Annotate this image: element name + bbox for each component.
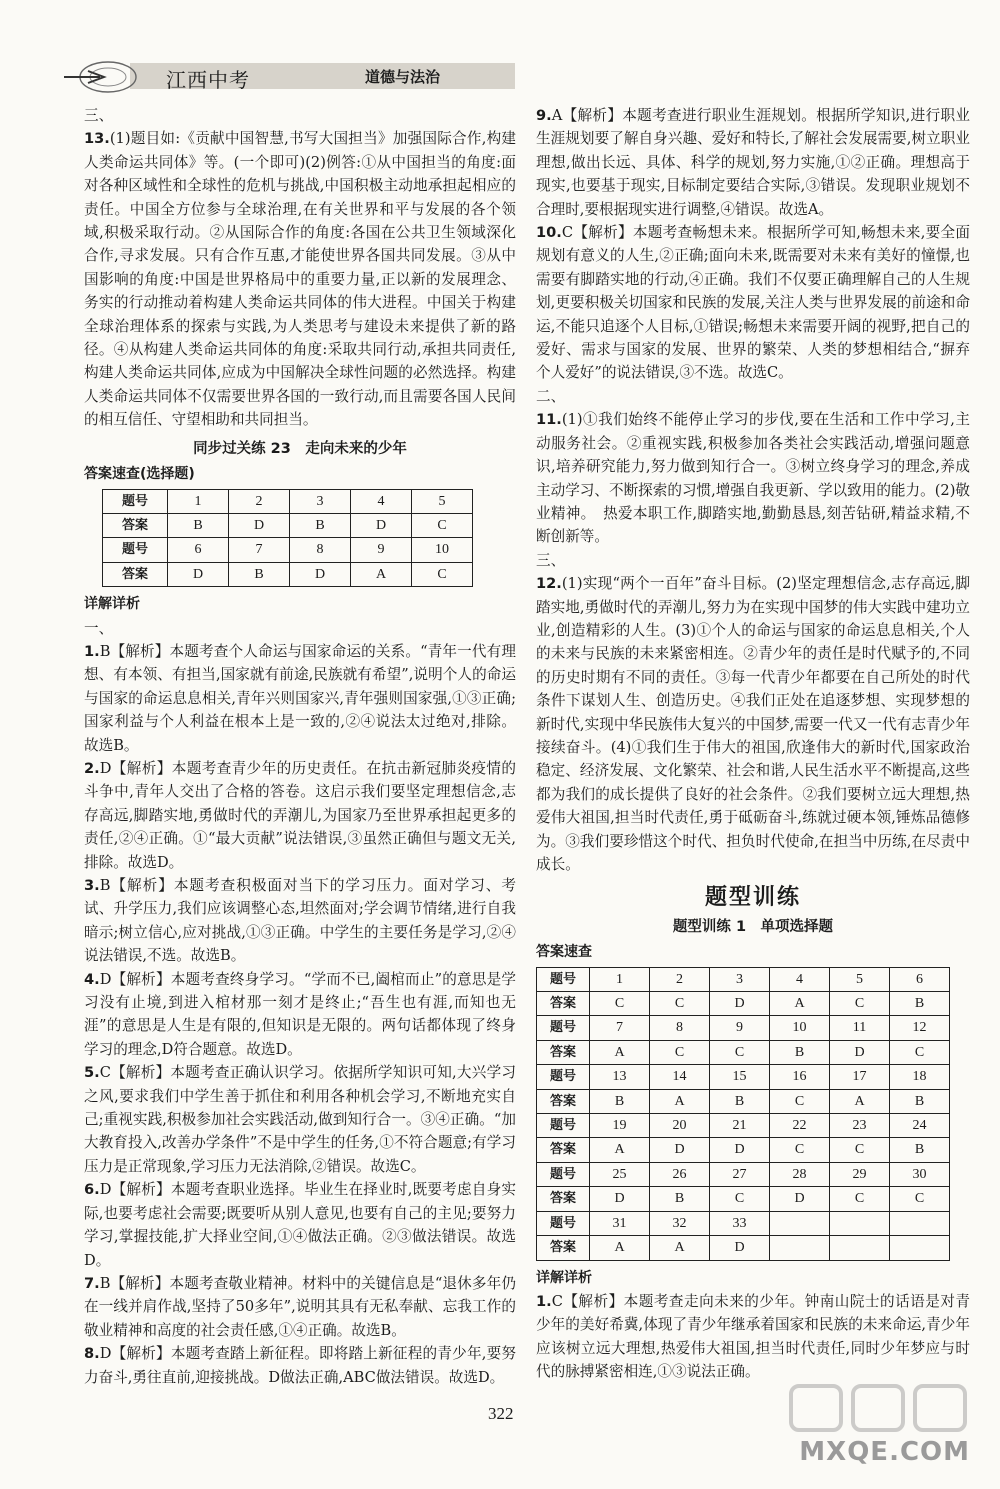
table-row-label: 答案	[537, 1089, 590, 1113]
table-row-label: 题号	[537, 967, 590, 991]
table-cell: D	[830, 1040, 890, 1064]
table-cell: 21	[710, 1114, 770, 1138]
table-cell: 4	[351, 489, 412, 513]
table-cell: C	[412, 562, 473, 586]
table-cell: D	[229, 513, 290, 537]
table-cell: B	[290, 513, 351, 537]
item-number: 9.	[536, 107, 552, 124]
item-number: 10.	[536, 224, 562, 242]
table-cell: B	[710, 1089, 770, 1113]
table-row	[103, 562, 473, 586]
table-cell: D	[710, 1236, 770, 1260]
section-label: 三、	[84, 107, 114, 124]
item-text: D【解析】本题考查踏上新征程。即将踏上新征程的青少年,要努力奋斗,勇往直前,迎接挑战。D做法正确,ABC做法错误。故选D。	[84, 1345, 516, 1386]
answer-item	[84, 874, 516, 968]
table-cell: 28	[770, 1162, 830, 1186]
section-label: 二、	[536, 387, 566, 405]
detail-label: 详解详析	[536, 1269, 592, 1286]
question-text: (1)实现“两个一百年”奋斗目标。(2)坚定理想信念,志存高远,脚踏实地,勇做时代的弄潮儿,努力为在实现中国梦的伟大实践中建功立业,创造精彩的人生。(3)①个人的命运与国家的命运息息相关,个人的未来与民族的未来紧密相连。②青少年的责任是时代赋予的,不同的历史时期有不同的责任。③每一代青少年都要在自己所处的时代条件下谋划人生、创造历史。④我们正处在追逐梦想、实现梦想的新时代,实现中华民族伟大复兴的中国梦,需要一代又一代有志青少年接续奋斗。(4)①我们生于伟大的祖国,欣逢伟大的新时代,国家政治稳定、经济发展、文化繁荣、社会和谐,人民生活水平不断提高,这些都为我们的成长提供了良好的社会条件。②我们要树立远大理想,热爱伟大祖国,担当时代责任,勇于砥砺奋斗,练就过硬本领,锤炼品德修为。③我们要珍惜这个时代、担负时代使命,在担当中历练,在尽责中成长。	[536, 575, 970, 873]
table-cell: 15	[710, 1065, 770, 1089]
table-cell: 23	[830, 1114, 890, 1138]
item-number: 6.	[84, 1181, 100, 1199]
table-cell: 7	[590, 1016, 650, 1040]
table-cell: 7	[229, 538, 290, 562]
answer-item	[84, 1061, 516, 1178]
table-row	[537, 1016, 950, 1040]
question-number: 11.	[536, 411, 562, 429]
table-cell: 10	[770, 1016, 830, 1040]
item-number: 2.	[84, 759, 100, 777]
answer-item	[536, 221, 970, 385]
table-row-label: 答案	[537, 992, 590, 1016]
table-cell: 32	[650, 1211, 710, 1235]
table-row-label: 答案	[537, 1138, 590, 1162]
table-cell: D	[351, 513, 412, 537]
answer-item	[84, 640, 516, 757]
table-row-label: 答案	[537, 1040, 590, 1064]
table-cell: C	[830, 992, 890, 1016]
item-number: 5.	[84, 1064, 100, 1082]
table-cell: B	[229, 562, 290, 586]
table-row	[103, 513, 473, 537]
table-cell: C	[650, 1040, 710, 1064]
item-number: 1.	[84, 642, 100, 660]
item-text: D【解析】本题考查职业选择。毕业生在择业时,既要考虑自身实际,也要考虑社会需要;既要听从别人意见,也要有自己的主见;要努力学习,掌握技能,扩大择业空间,①④做法正确。②③做法错误。故选D。	[84, 1181, 516, 1269]
table-cell: B	[590, 1089, 650, 1113]
table-cell: 2	[229, 489, 290, 513]
question-number: 12.	[536, 575, 562, 593]
table-cell: A	[650, 1089, 710, 1113]
item-text: B【解析】本题考查敬业精神。材料中的关键信息是“退休多年仍在一线并肩作战,坚持了50多年”,说明其具有无私奉献、忘我工作的敬业精神和高度的社会责任感,①④正确。故选B。	[84, 1274, 516, 1339]
table-row-label: 答案	[103, 513, 168, 537]
table-row	[537, 1040, 950, 1064]
table-cell: D	[770, 1187, 830, 1211]
table-cell: 14	[650, 1065, 710, 1089]
table-cell: 16	[770, 1065, 830, 1089]
table-cell	[890, 1211, 950, 1235]
right-column	[536, 104, 970, 1384]
table-row-label: 题号	[537, 1016, 590, 1040]
table-row	[537, 967, 950, 991]
table-cell: 5	[412, 489, 473, 513]
table-cell: 13	[590, 1065, 650, 1089]
watermark-text: MXQE.COM	[799, 1437, 970, 1467]
table-row-label: 答案	[537, 1187, 590, 1211]
table-cell	[770, 1236, 830, 1260]
table-row-label: 题号	[537, 1114, 590, 1138]
answer-item	[84, 1178, 516, 1272]
table-cell: 11	[830, 1016, 890, 1040]
question-12	[536, 572, 970, 876]
table-cell: A	[650, 1236, 710, 1260]
table-row	[537, 1211, 950, 1235]
table-cell: 26	[650, 1162, 710, 1186]
table-cell: 2	[650, 967, 710, 991]
question-text: (1)①我们始终不能停止学习的步伐,要在生活和工作中学习,主动服务社会。②重视实践,积极参加各类社会实践活动,增强问题意识,培养研究能力,努力做到知行合一。③树立终身学习的理念,养成主动学习、不断探索的习惯,增强自我更新、学以致用的能力。(2)敬业精神。 热爱本职工作,脚踏实地,勤勤恳恳,刻苦钻研,精益求精,不断创新等。	[536, 411, 970, 546]
item-number: 4.	[84, 970, 100, 988]
table-cell: B	[770, 1040, 830, 1064]
item-number: 3.	[84, 877, 100, 894]
table-cell: C	[770, 1138, 830, 1162]
quick-answer-label: 答案速查	[536, 944, 592, 961]
table-cell: 12	[890, 1016, 950, 1040]
table-cell: B	[890, 1089, 950, 1113]
table-row	[537, 1236, 950, 1260]
table-cell: C	[412, 513, 473, 537]
table-cell: C	[770, 1089, 830, 1113]
table-cell: 22	[770, 1114, 830, 1138]
table-row-label: 题号	[537, 1162, 590, 1186]
answer-table	[102, 489, 473, 588]
item-text: D【解析】本题考查终身学习。“学而不已,阖棺而止”的意思是学习没有止境,到进入棺材那一刻才是终止;“吾生也有涯,而知也无涯”的意思是人生是有限的,但知识是无限的。两句话都体现了终身学习的理念,D符合题意。故选D。	[84, 970, 516, 1058]
question-13	[84, 127, 516, 431]
table-cell: D	[710, 992, 770, 1016]
page-header	[60, 58, 515, 96]
table-row-label: 题号	[537, 1211, 590, 1235]
table-cell: 1	[168, 489, 229, 513]
table-cell: C	[830, 1187, 890, 1211]
table-row	[537, 1114, 950, 1138]
item-text: C【解析】本题考查正确认识学习。依据所学知识可知,大兴学习之风,要求我们中学生善于抓住和利用各种机会学习,不断地充实自己;重视实践,积极参加社会实践活动,做到知行合一。③④正确。“加大教育投入,改善办学条件”不是中学生的任务,①不符合题意;有学习压力是正常现象,学习压力无法消除,②错误。故选C。	[84, 1064, 516, 1175]
section-title: 题型训练 1 单项选择题	[672, 918, 834, 935]
chapter-title: 题型训练	[704, 885, 801, 911]
item-text: C【解析】本题考查畅想未来。根据所学可知,畅想未来,要全面规划有意义的人生,②正确;面向未来,既需要对未来有美好的憧憬,也需要有脚踏实地的行动,④正确。我们不仅要正确理解自己的人生规划,更要积极关切国家和民族的发展,关注人类与世界发展的前途和命运,不能只追逐个人目标,①错误;畅想未来需要开阔的视野,把自己的爱好、需求与国家的发展、世界的繁荣、人类的梦想相结合,“摒弃个人爱好”的说法错误,③不选。故选C。	[536, 224, 970, 382]
table-row	[103, 538, 473, 562]
table-cell: 3	[290, 489, 351, 513]
answer-item	[84, 757, 516, 874]
table-row	[537, 992, 950, 1016]
table-cell: A	[590, 1040, 650, 1064]
table-cell: D	[590, 1187, 650, 1211]
table-cell	[830, 1236, 890, 1260]
table-cell: D	[168, 562, 229, 586]
table-cell: 19	[590, 1114, 650, 1138]
table-cell: C	[590, 992, 650, 1016]
item-number: 1.	[536, 1292, 552, 1310]
detail-label: 详解详析	[84, 596, 140, 613]
answer-table	[536, 967, 950, 1261]
header-logo-icon	[60, 60, 144, 94]
table-cell: A	[590, 1138, 650, 1162]
table-cell: B	[650, 1187, 710, 1211]
table-row-label: 答案	[103, 562, 168, 586]
table-cell: A	[351, 562, 412, 586]
table-cell: 8	[650, 1016, 710, 1040]
table-cell: C	[650, 992, 710, 1016]
table-cell: 8	[290, 538, 351, 562]
table-cell: B	[890, 992, 950, 1016]
page-number: 322	[488, 1404, 514, 1423]
table-cell: 6	[890, 967, 950, 991]
left-column	[84, 104, 516, 1389]
table-cell: 9	[351, 538, 412, 562]
table-cell	[890, 1236, 950, 1260]
table-cell	[770, 1211, 830, 1235]
table-cell: 24	[890, 1114, 950, 1138]
item-text: D【解析】本题考查青少年的历史责任。在抗击新冠肺炎疫情的斗争中,青年人交出了合格的答卷。这启示我们要坚定理想信念,志存高远,脚踏实地,勇做时代的弄潮儿,为国家乃至世界承担起更多的责任,②④正确。①“最大贡献”说法错误,③虽然正确但与题文无关,排除。故选D。	[84, 759, 516, 871]
item-number: 7.	[84, 1274, 100, 1292]
table-cell: 10	[412, 538, 473, 562]
table-cell: C	[830, 1138, 890, 1162]
table-cell: D	[710, 1138, 770, 1162]
table-cell: 25	[590, 1162, 650, 1186]
table-cell: C	[890, 1040, 950, 1064]
table-cell: 29	[830, 1162, 890, 1186]
table-cell: A	[590, 1236, 650, 1260]
table-cell: D	[290, 562, 351, 586]
item-text: B【解析】本题考查个人命运与国家命运的关系。“青年一代有理想、有本领、有担当,国家就有前途,民族就有希望”,说明个人的命运与国家的命运息息相关,青年兴则国家兴,青年强则国家强,①③正确;国家利益与个人利益在根本上是一致的,②④说法太过绝对,排除。故选B。	[84, 642, 516, 754]
item-number: 8.	[84, 1345, 100, 1363]
table-row	[103, 489, 473, 513]
answer-item	[536, 104, 970, 221]
section-label: 三、	[536, 551, 566, 569]
table-cell: D	[650, 1138, 710, 1162]
question-11	[536, 408, 970, 548]
table-row-label: 题号	[103, 489, 168, 513]
quick-answer-label: 答案速查(选择题)	[84, 466, 195, 483]
table-cell: B	[168, 513, 229, 537]
table-cell	[830, 1211, 890, 1235]
table-row-label: 答案	[537, 1236, 590, 1260]
table-row	[537, 1187, 950, 1211]
table-cell: C	[710, 1187, 770, 1211]
table-cell: 5	[830, 967, 890, 991]
table-cell: 17	[830, 1065, 890, 1089]
header-subject: 道德与法治	[365, 68, 441, 86]
table-cell: 30	[890, 1162, 950, 1186]
table-row-label: 题号	[537, 1065, 590, 1089]
table-cell: C	[890, 1187, 950, 1211]
item-text: C【解析】本题考查走向未来的少年。钟南山院士的话语是对青少年的美好希冀,体现了青少年继承着国家和民族的未来命运,青少年应该树立远大理想,热爱伟大祖国,担当时代责任,同时少年梦应与时代的脉搏紧密相连,①③说法正确。	[536, 1292, 970, 1381]
table-cell: 1	[590, 967, 650, 991]
answer-item	[84, 1342, 516, 1389]
table-cell: 33	[710, 1211, 770, 1235]
table-cell: A	[770, 992, 830, 1016]
item-text: B【解析】本题考查积极面对当下的学习压力。面对学习、考试、升学压力,我们应该调整心态,坦然面对;学会调节情绪,进行自我暗示;树立信心,应对挑战,①③正确。中学生的主要任务是学习,②④说法错误,不选。故选B。	[84, 877, 516, 965]
table-cell: 3	[710, 967, 770, 991]
table-row-label: 题号	[103, 538, 168, 562]
table-row	[537, 1162, 950, 1186]
table-cell: 27	[710, 1162, 770, 1186]
table-cell: 9	[710, 1016, 770, 1040]
table-cell: C	[710, 1040, 770, 1064]
section-label: 一、	[84, 619, 114, 637]
answer-item	[84, 968, 516, 1062]
answer-item	[84, 1272, 516, 1342]
table-cell: 18	[890, 1065, 950, 1089]
answer-item	[536, 1290, 970, 1384]
question-text: (1)题目如:《贡献中国智慧,书写大国担当》加强国际合作,构建人类命运共同体》等。(一个即可)(2)例答:①从中国担当的角度:面对各种区域性和全球性的危机与挑战,中国积极主动地承担起相应的责任。中国全方位参与全球治理,在有关世界和平与发展的各个领域,积极采取行动。②从国际合作的角度:各国在公共卫生领域深化合作,寻求发展。只有合作互惠,才能使世界各国共同发展。③从中国影响的角度:中国是世界格局中的重要力量,正以新的发展理念、务实的行动推动着构建人类命运共同体的伟大进程。中国关于构建全球治理体系的探索与实践,为人类思考与建设未来提供了新的路径。④从构建人类命运共同体的角度:采取共同行动,承担共同责任,构建人类命运共同体,应成为中国解决全球性问题的必然选择。构建人类命运共同体不仅需要世界各国的一致行动,而且需要各国人民间的相互信任、守望相助和共同担当。	[84, 130, 516, 429]
section-title: 同步过关练 23 走向未来的少年	[193, 440, 407, 457]
table-cell: 4	[770, 967, 830, 991]
table-cell: A	[830, 1089, 890, 1113]
header-book-title: 江西中考	[166, 68, 250, 92]
question-number: 13.	[84, 130, 110, 148]
table-row	[537, 1065, 950, 1089]
table-cell: B	[890, 1138, 950, 1162]
table-row	[537, 1089, 950, 1113]
table-cell: 31	[590, 1211, 650, 1235]
table-cell: 6	[168, 538, 229, 562]
item-text: A【解析】本题考查进行职业生涯规划。根据所学知识,进行职业生涯规划要了解自身兴趣、爱好和特长,了解社会发展需要,树立职业理想,做出长远、具体、科学的规划,努力实施,①②正确。理想高于现实,也要基于现实,目标制定要结合实际,③错误。发现职业规划不合理时,要根据现实进行调整,④错误。故选A。	[536, 107, 970, 218]
table-cell: 20	[650, 1114, 710, 1138]
table-row	[537, 1138, 950, 1162]
